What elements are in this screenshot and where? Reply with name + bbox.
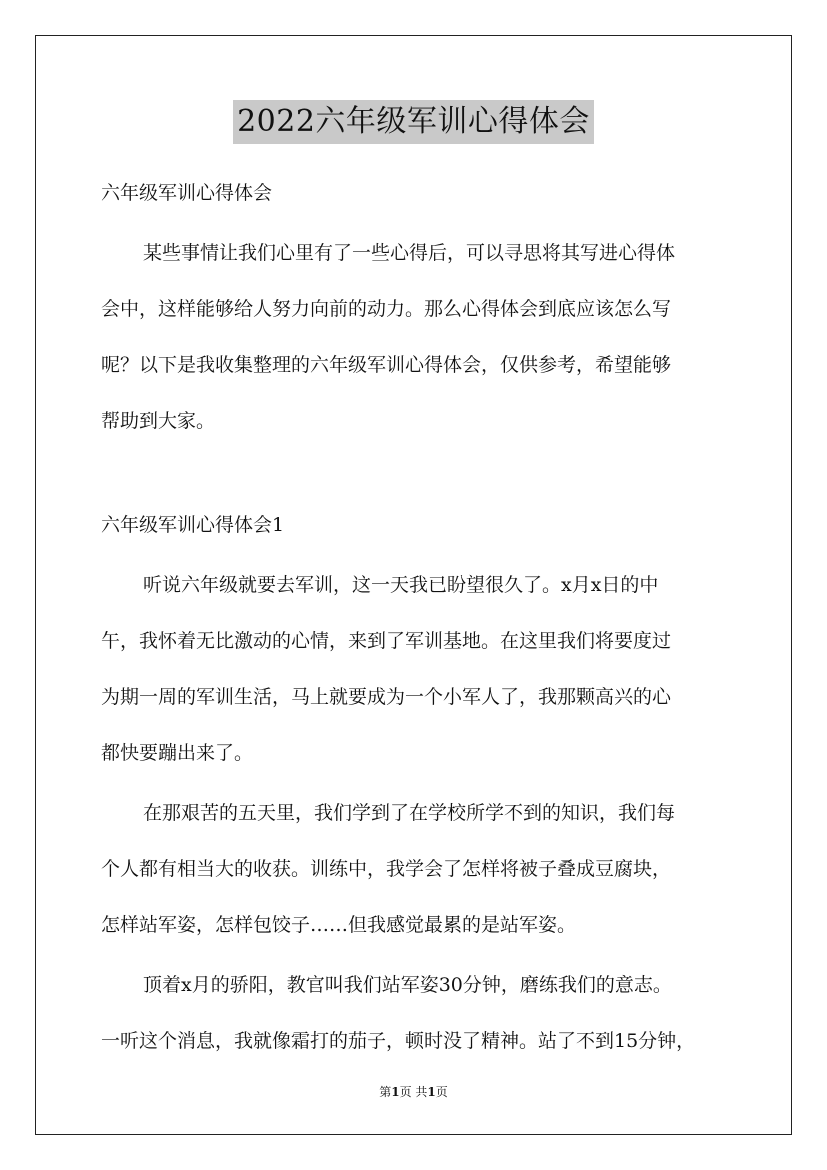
- paragraph-line: 怎样站军姿，怎样包饺子……但我感觉最累的是站军姿。: [101, 914, 577, 936]
- intro-line: 某些事情让我们心里有了一些心得后，可以寻思将其写进心得体: [143, 242, 676, 264]
- document-title[interactable]: 2022六年级军训心得体会: [233, 100, 594, 144]
- footer-page-number: 1: [391, 1085, 400, 1099]
- paragraph-line: 为期一周的军训生活，马上就要成为一个小军人了，我那颗高兴的心: [101, 686, 672, 708]
- paragraph-line: 顶着x月的骄阳，教官叫我们站军姿30分钟，磨练我们的意志。: [143, 974, 672, 996]
- paragraph-line: 听说六年级就要去军训，这一天我已盼望很久了。x月x日的中: [143, 574, 659, 596]
- paragraph-line: 在那艰苦的五天里，我们学到了在学校所学不到的知识，我们每: [143, 802, 676, 824]
- section-heading: 六年级军训心得体会1: [101, 514, 285, 536]
- document-body: [101, 170, 729, 1074]
- document-title-container: [0, 100, 827, 144]
- paragraph-line: 个人都有相当大的收获。训练中，我学会了怎样将被子叠成豆腐块，: [101, 858, 672, 880]
- paragraph-line: 都快要蹦出来了。: [101, 742, 254, 764]
- footer-total-pages: 1: [427, 1085, 436, 1099]
- paragraph-line: 一听这个消息，我就像霜打的茄子，顿时没了精神。站了不到15分钟，: [101, 1030, 696, 1052]
- page-footer: [0, 1083, 827, 1100]
- footer-mid: 页 共: [399, 1085, 428, 1099]
- subtitle: 六年级军训心得体会: [101, 182, 273, 204]
- intro-line: 呢？以下是我收集整理的六年级军训心得体会，仅供参考，希望能够: [101, 354, 672, 376]
- intro-line: 会中，这样能够给人努力向前的动力。那么心得体会到底应该怎么写: [101, 298, 672, 320]
- paragraph-line: 午，我怀着无比激动的心情，来到了军训基地。在这里我们将要度过: [101, 630, 672, 652]
- footer-suffix: 页: [435, 1085, 448, 1099]
- footer-prefix: 第: [379, 1085, 392, 1099]
- intro-line: 帮助到大家。: [101, 410, 216, 432]
